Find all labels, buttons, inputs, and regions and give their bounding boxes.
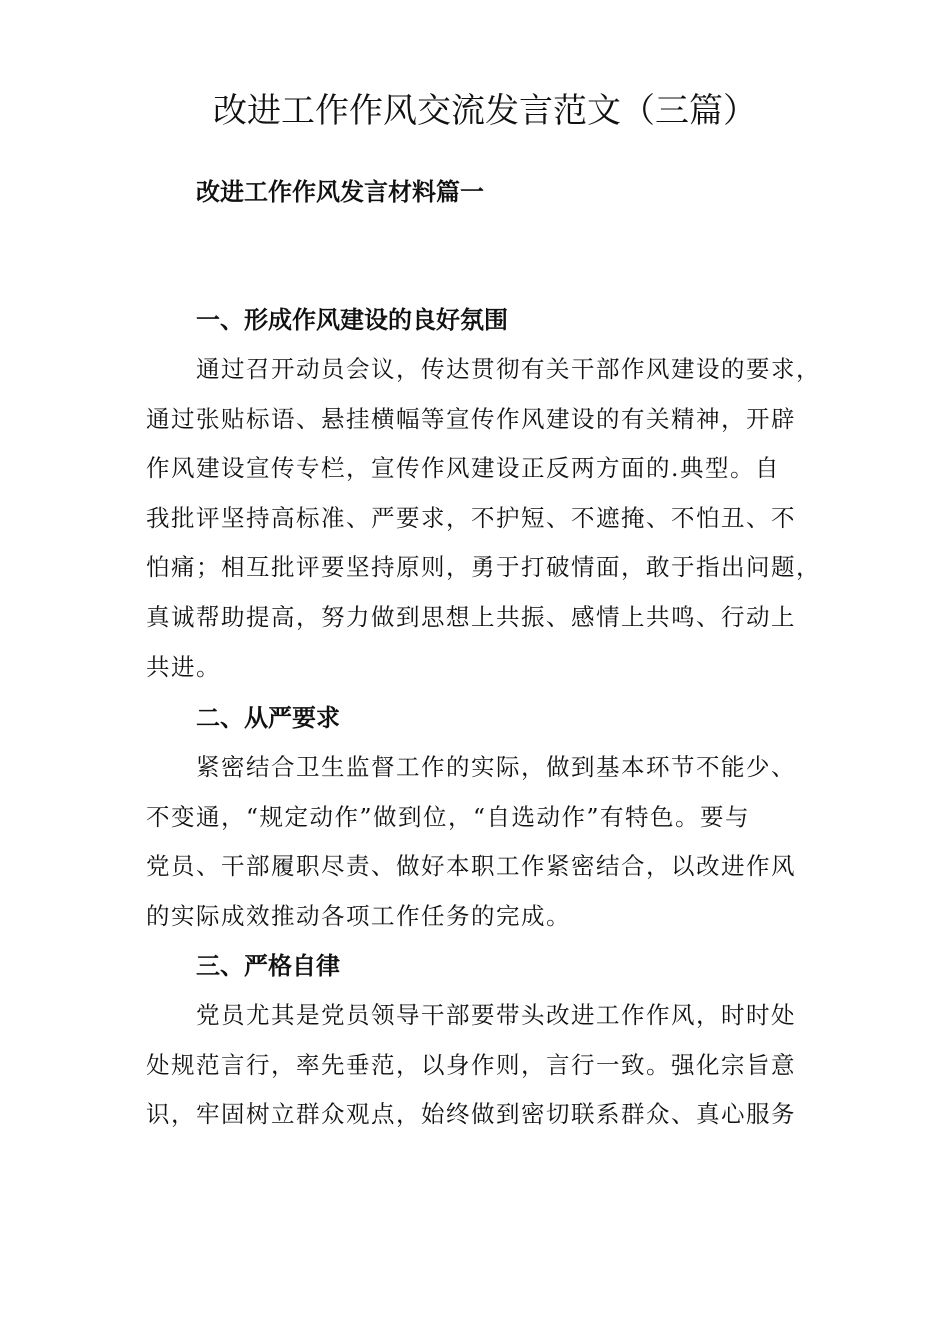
paragraph-line: 通过张贴标语、悬挂横幅等宣传作风建设的有关精神，开辟 — [146, 404, 796, 433]
paragraph-line: 共进。 — [146, 652, 221, 681]
paragraph-line: 识，牢固树立群众观点，始终做到密切联系群众、真心服务 — [146, 1100, 796, 1129]
section-heading-3: 三、严格自律 — [196, 951, 340, 980]
section-body-2 — [146, 743, 836, 941]
paragraph-line: 处规范言行，率先垂范，以身作则，言行一致。强化宗旨意 — [146, 1050, 796, 1079]
document-title: 改进工作作风交流发言范文（三篇） — [213, 91, 757, 131]
paragraph-line: 不变通，“规定动作”做到位，“自选动作”有特色。要与 — [146, 802, 751, 831]
paragraph-line: 真诚帮助提高，努力做到思想上共振、感情上共鸣、行动上 — [146, 602, 796, 631]
section-heading-2: 二、从严要求 — [196, 703, 340, 732]
section-body-1 — [146, 345, 836, 692]
document-subtitle: 改进工作作风发言材料篇一 — [196, 177, 484, 206]
paragraph-line: 我批评坚持高标准、严要求，不护短、不遮掩、不怕丑、不 — [146, 503, 796, 532]
section-heading-1: 一、形成作风建设的良好氛围 — [196, 305, 508, 334]
paragraph-line: 作风建设宣传专栏，宣传作风建设正反两方面的.典型。自 — [146, 454, 780, 483]
paragraph-line: 党员、干部履职尽责、做好本职工作紧密结合，以改进作风 — [146, 852, 796, 881]
paragraph-line: 紧密结合卫生监督工作的实际，做到基本环节不能少、 — [196, 753, 796, 781]
paragraph-line: 党员尤其是党员领导干部要带头改进工作作风，时时处 — [196, 1001, 796, 1029]
paragraph-line: 通过召开动员会议，传达贯彻有关干部作风建设的要求， — [196, 355, 821, 383]
paragraph-line: 的实际成效推动各项工作任务的完成。 — [146, 901, 571, 930]
paragraph-line: 怕痛；相互批评要坚持原则，勇于打破情面，敢于指出问题， — [146, 553, 821, 582]
section-body-3 — [146, 991, 836, 1140]
